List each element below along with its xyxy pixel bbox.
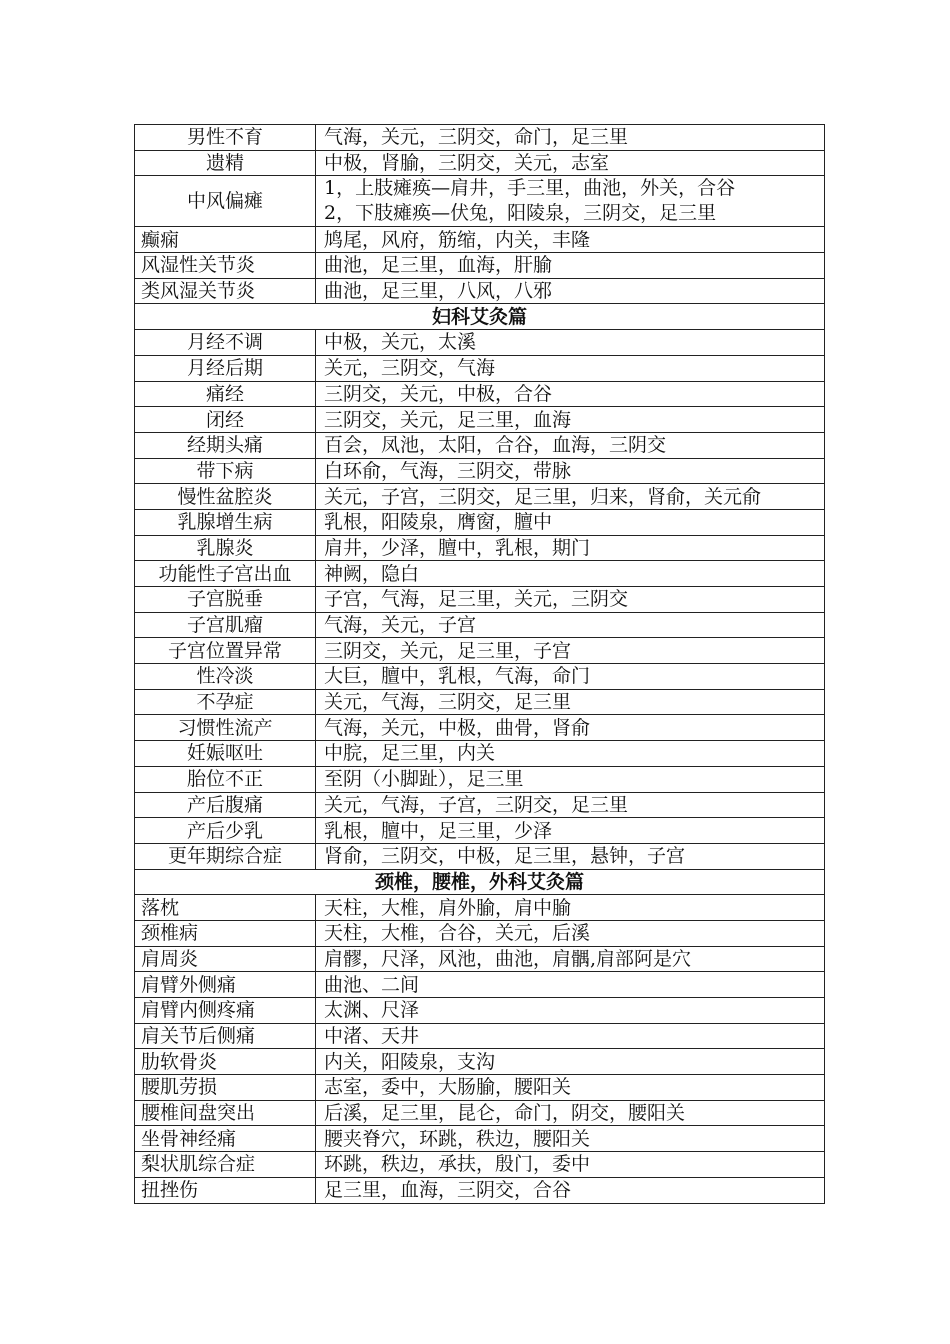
acupoints-cell (316, 176, 825, 227)
table-row (135, 535, 825, 561)
table-row (135, 766, 825, 792)
condition-cell: 遗精 (135, 150, 316, 176)
table-row (135, 920, 825, 946)
acupoints-cell: 气海，关元，中极，曲骨，肾俞 (316, 715, 825, 741)
condition-cell: 产后腹痛 (135, 792, 316, 818)
condition-cell: 扭挫伤 (135, 1177, 316, 1203)
table-row (135, 561, 825, 587)
table-row (135, 150, 825, 176)
condition-cell: 性冷淡 (135, 664, 316, 690)
acupoints-cell: 中极，肾腧，三阴交，关元，志室 (316, 150, 825, 176)
condition-cell: 不孕症 (135, 689, 316, 715)
acupoints-cell: 中极，关元，太溪 (316, 330, 825, 356)
table-row (135, 664, 825, 690)
condition-cell: 乳腺炎 (135, 535, 316, 561)
table-row (135, 278, 825, 304)
table-row (135, 638, 825, 664)
table-row (135, 715, 825, 741)
condition-cell: 肋软骨炎 (135, 1049, 316, 1075)
acupoints-cell: 太渊、尺泽 (316, 998, 825, 1024)
acupoints-cell: 三阴交，关元，足三里，血海 (316, 407, 825, 433)
table-row (135, 1100, 825, 1126)
table-row (135, 432, 825, 458)
condition-cell: 肩臂外侧痛 (135, 972, 316, 998)
table-row (135, 741, 825, 767)
condition-cell: 子宫肌瘤 (135, 612, 316, 638)
condition-cell: 胎位不正 (135, 766, 316, 792)
table-row (135, 1177, 825, 1203)
table-row (135, 1152, 825, 1178)
acupoints-cell: 天柱，大椎，合谷，关元，后溪 (316, 920, 825, 946)
acupoints-line: 2，下肢瘫痪—伏兔，阳陵泉，三阴交，足三里 (324, 202, 717, 225)
condition-cell: 带下病 (135, 458, 316, 484)
section-title: 颈椎，腰椎，外科艾灸篇 (135, 869, 825, 895)
acupoints-cell: 子宫，气海，足三里，关元，三阴交 (316, 587, 825, 613)
condition-cell: 习惯性流产 (135, 715, 316, 741)
table-row (135, 176, 825, 227)
condition-cell: 月经不调 (135, 330, 316, 356)
condition-cell: 更年期综合症 (135, 843, 316, 869)
table-row (135, 587, 825, 613)
condition-cell: 梨状肌综合症 (135, 1152, 316, 1178)
acupoints-cell: 中渚、天井 (316, 1023, 825, 1049)
table-row (135, 895, 825, 921)
condition-cell: 闭经 (135, 407, 316, 433)
acupoints-cell: 神阙，隐白 (316, 561, 825, 587)
condition-cell: 产后少乳 (135, 818, 316, 844)
condition-cell: 月经后期 (135, 355, 316, 381)
acupoints-cell: 百会，凤池，太阳，合谷，血海，三阴交 (316, 432, 825, 458)
table-row (135, 1126, 825, 1152)
acupoints-cell: 至阴（小脚趾），足三里 (316, 766, 825, 792)
table-row (135, 407, 825, 433)
acupoints-cell: 关元，气海，子宫，三阴交，足三里 (316, 792, 825, 818)
table-row (135, 381, 825, 407)
condition-cell: 子宫脱垂 (135, 587, 316, 613)
acupoints-cell: 肩髎，尺泽，风池，曲池，肩髃,肩部阿是穴 (316, 946, 825, 972)
condition-cell: 慢性盆腔炎 (135, 484, 316, 510)
table-row (135, 458, 825, 484)
acupoints-cell: 关元，三阴交，气海 (316, 355, 825, 381)
acupoints-cell: 三阴交，关元，足三里，子宫 (316, 638, 825, 664)
condition-cell: 癫痫 (135, 227, 316, 253)
table-row (135, 1075, 825, 1101)
condition-cell: 肩臂内侧疼痛 (135, 998, 316, 1024)
table-row (135, 818, 825, 844)
acupoints-cell: 大巨，膻中，乳根，气海，命门 (316, 664, 825, 690)
table-row (135, 355, 825, 381)
condition-cell: 腰肌劳损 (135, 1075, 316, 1101)
condition-cell: 妊娠呕吐 (135, 741, 316, 767)
condition-cell: 肩关节后侧痛 (135, 1023, 316, 1049)
acupoints-cell: 腰夹脊穴，环跳，秩边，腰阳关 (316, 1126, 825, 1152)
acupoints-cell: 曲池，足三里，八风，八邪 (316, 278, 825, 304)
table-body (135, 125, 825, 1204)
acupoints-cell: 内关，阳陵泉，支沟 (316, 1049, 825, 1075)
condition-cell: 中风偏瘫 (135, 176, 316, 227)
acupoints-cell: 气海，关元，三阴交，命门，足三里 (316, 125, 825, 151)
acupoints-cell: 环跳，秩边，承扶，殷门，委中 (316, 1152, 825, 1178)
table-row (135, 330, 825, 356)
condition-cell: 腰椎间盘突出 (135, 1100, 316, 1126)
condition-cell: 坐骨神经痛 (135, 1126, 316, 1152)
section-header-row (135, 869, 825, 895)
acupoints-cell: 曲池、二间 (316, 972, 825, 998)
acupoints-cell: 肩井，少泽，膻中，乳根，期门 (316, 535, 825, 561)
acupoints-cell: 曲池，足三里，血海，肝腧 (316, 253, 825, 279)
table-row (135, 946, 825, 972)
table-row (135, 1049, 825, 1075)
acupoints-cell: 气海，关元，子宫 (316, 612, 825, 638)
acupoints-cell: 足三里，血海，三阴交，合谷 (316, 1177, 825, 1203)
condition-cell: 乳腺增生病 (135, 509, 316, 535)
section-title: 妇科艾灸篇 (135, 304, 825, 330)
acupoints-cell: 白环俞，气海，三阴交，带脉 (316, 458, 825, 484)
condition-cell: 男性不育 (135, 125, 316, 151)
section-header-row (135, 304, 825, 330)
table-row (135, 253, 825, 279)
acupoints-cell: 后溪，足三里，昆仑，命门，阴交，腰阳关 (316, 1100, 825, 1126)
acupoints-line: 1，上肢瘫痪—肩井，手三里，曲池，外关，合谷 (324, 177, 736, 200)
condition-cell: 肩周炎 (135, 946, 316, 972)
table-row (135, 1023, 825, 1049)
table-row (135, 972, 825, 998)
table-row (135, 227, 825, 253)
table-row (135, 125, 825, 151)
acupoints-cell: 关元，子宫，三阴交，足三里，归来，肾俞，关元俞 (316, 484, 825, 510)
acupoints-cell: 天柱，大椎，肩外腧，肩中腧 (316, 895, 825, 921)
table-row (135, 509, 825, 535)
acupoints-cell: 乳根，阳陵泉，膺窗，膻中 (316, 509, 825, 535)
condition-cell: 经期头痛 (135, 432, 316, 458)
acupoints-cell: 志室，委中，大肠腧，腰阳关 (316, 1075, 825, 1101)
condition-cell: 风湿性关节炎 (135, 253, 316, 279)
table-row (135, 998, 825, 1024)
acupoints-cell: 中脘，足三里，内关 (316, 741, 825, 767)
table-row (135, 689, 825, 715)
acupoint-table (134, 124, 825, 1204)
condition-cell: 功能性子宫出血 (135, 561, 316, 587)
acupoints-cell: 肾俞，三阴交，中极，足三里，悬钟，子宫 (316, 843, 825, 869)
condition-cell: 颈椎病 (135, 920, 316, 946)
acupoints-cell: 关元，气海，三阴交，足三里 (316, 689, 825, 715)
condition-cell: 痛经 (135, 381, 316, 407)
table-row (135, 612, 825, 638)
condition-cell: 落枕 (135, 895, 316, 921)
acupoints-cell: 乳根，膻中，足三里，少泽 (316, 818, 825, 844)
condition-cell: 子宫位置异常 (135, 638, 316, 664)
condition-cell: 类风湿关节炎 (135, 278, 316, 304)
table-row (135, 484, 825, 510)
acupoints-cell: 鸠尾，风府，筋缩，内关，丰隆 (316, 227, 825, 253)
table-row (135, 843, 825, 869)
table-row (135, 792, 825, 818)
acupoints-cell: 三阴交，关元，中极，合谷 (316, 381, 825, 407)
